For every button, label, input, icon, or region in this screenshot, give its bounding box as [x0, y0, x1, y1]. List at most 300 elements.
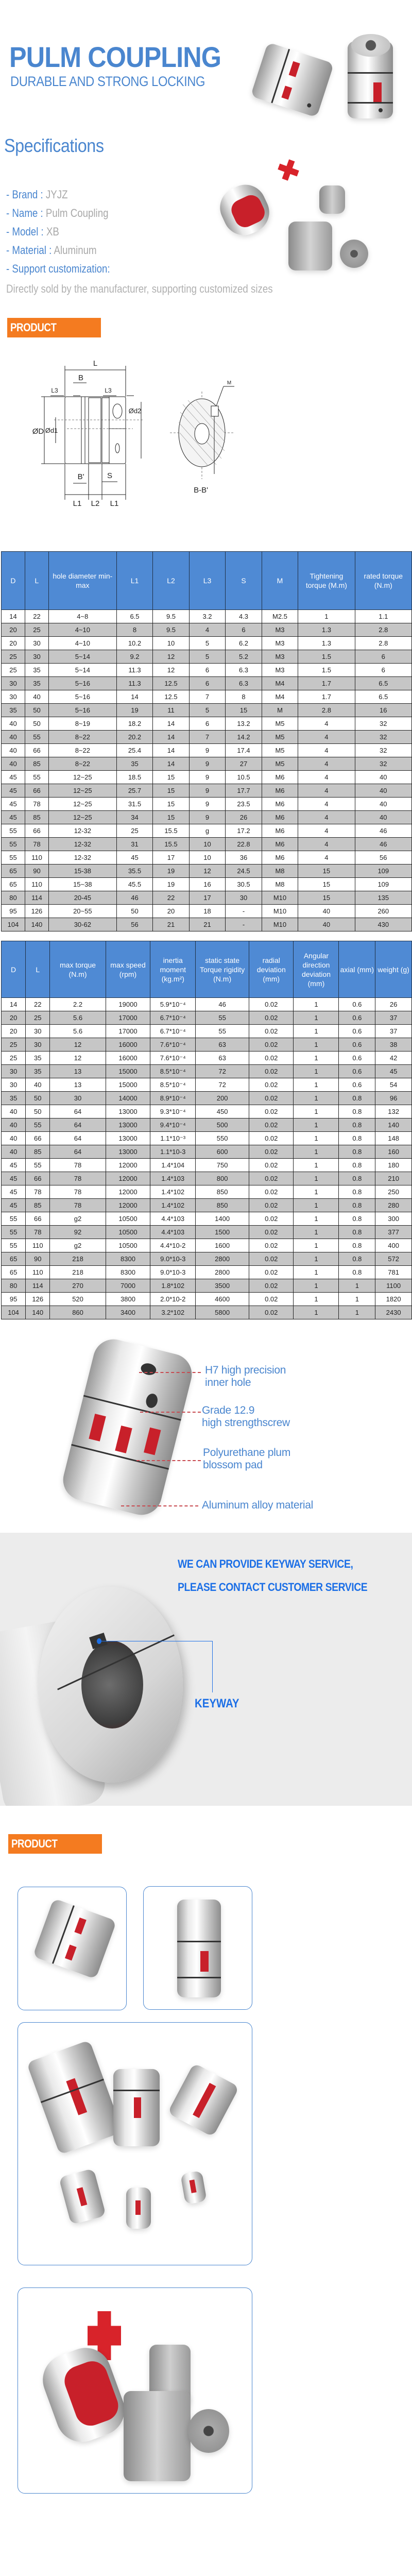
table-cell: M4	[262, 677, 298, 690]
table-cell: M3	[262, 664, 298, 677]
table-cell: 2.8	[355, 637, 411, 650]
table-cell: 0.02	[249, 1065, 294, 1078]
table-cell: 35	[116, 757, 153, 771]
table-row	[2, 744, 412, 757]
table-cell: 32	[355, 717, 411, 731]
table-cell: 4600	[196, 1293, 249, 1306]
table-cell: 5.2	[226, 650, 262, 664]
table-cell: 8~19	[48, 717, 116, 731]
table-cell: 10.5	[226, 771, 262, 784]
table-cell: 63	[196, 1052, 249, 1065]
specifications-title: Specifications	[4, 135, 104, 156]
table-cell: 1	[294, 1145, 339, 1159]
table-cell: 95	[2, 1293, 26, 1306]
table-cell: 218	[50, 1266, 106, 1279]
table-cell: 0.02	[249, 1052, 294, 1065]
table-cell: 12~25	[48, 811, 116, 824]
table-row	[2, 1306, 412, 1319]
table-cell: 64	[50, 1118, 106, 1132]
col-angular-deviation: Angular direction deviation (mm)	[294, 941, 339, 998]
table-row	[2, 717, 412, 731]
table-cell: 64	[50, 1132, 106, 1145]
table-cell: 13000	[106, 1105, 150, 1118]
table-cell: 40	[355, 771, 411, 784]
col-radial-deviation: radial deviation (mm)	[249, 941, 294, 998]
table-cell: 0.02	[249, 1038, 294, 1052]
table-cell: 1	[294, 998, 339, 1011]
table-cell: 9	[189, 798, 226, 811]
col-D: D	[2, 552, 25, 610]
table-cell: 14	[2, 610, 25, 623]
table-cell: 30	[226, 891, 262, 905]
table-cell: 4	[298, 824, 355, 838]
table-cell: M5	[262, 744, 298, 757]
table-cell: 1	[294, 1038, 339, 1052]
table-cell: 1	[339, 1279, 375, 1293]
table-cell: 6.3	[226, 664, 262, 677]
table-cell: 26	[226, 811, 262, 824]
table-cell: 78	[25, 798, 48, 811]
table-cell: 0.02	[249, 1078, 294, 1092]
table-cell: 37	[375, 1025, 412, 1038]
product-photograph-banner: PRODUCT PHOTOGRAPH	[8, 1834, 102, 1854]
dimension-table	[1, 551, 412, 931]
table-cell: 16	[355, 704, 411, 717]
table-cell: 10.2	[116, 637, 153, 650]
table-row	[2, 851, 412, 865]
table-row	[2, 1293, 412, 1306]
table-cell: 15000	[106, 1078, 150, 1092]
table-cell: 17	[189, 891, 226, 905]
table-cell: 35	[2, 1092, 26, 1105]
table-cell: 1	[294, 1266, 339, 1279]
dim-Od2: Ød2	[128, 407, 142, 415]
table-cell: 0.8	[339, 1092, 375, 1105]
spec-material: - Material : Aluminum	[6, 244, 97, 257]
table-cell: 13	[50, 1065, 106, 1078]
customization-note: Directly sold by the manufacturer, supporting customized sizes	[6, 282, 273, 295]
table-cell: 160	[375, 1145, 412, 1159]
col-S: S	[226, 552, 262, 610]
table-cell: 66	[25, 824, 48, 838]
table-cell: M3	[262, 650, 298, 664]
table-cell: 8~22	[48, 744, 116, 757]
table-cell: 20	[2, 1025, 26, 1038]
col-L2: L2	[153, 552, 190, 610]
col-inertia-moment: inertia moment (kg.m²)	[150, 941, 196, 998]
table-cell: 0.8	[339, 1252, 375, 1266]
table-cell: 0.02	[249, 1132, 294, 1145]
table-cell: 14	[153, 757, 190, 771]
table-cell: 12~25	[48, 771, 116, 784]
col-hole-diameter: hole diameter min-max	[48, 552, 116, 610]
table-cell: 280	[375, 1199, 412, 1212]
table-cell: 0.02	[249, 1293, 294, 1306]
table-cell: 46	[355, 838, 411, 851]
table-cell: 37	[375, 1011, 412, 1025]
table-cell: 4	[298, 744, 355, 757]
table-cell: 0.02	[249, 1212, 294, 1226]
table-cell: 1	[294, 1118, 339, 1132]
table-cell: 85	[25, 757, 48, 771]
table-cell: 8.5*10⁻⁴	[150, 1078, 196, 1092]
feature-callout-image	[0, 1340, 412, 1530]
table-cell: 16000	[106, 1038, 150, 1052]
col-L1: L1	[116, 552, 153, 610]
table-cell: 55	[196, 1011, 249, 1025]
table-cell: M10	[262, 905, 298, 918]
table-cell: 17.7	[226, 784, 262, 798]
table-cell: 45	[2, 784, 25, 798]
table-cell: 11.3	[116, 677, 153, 690]
col-rated-torque: rated torque (N.m)	[355, 552, 411, 610]
table-cell: 10	[189, 838, 226, 851]
table-cell: 6.3	[226, 677, 262, 690]
table-cell: 12-32	[48, 851, 116, 865]
table-row	[2, 1025, 412, 1038]
table-cell: 63	[196, 1038, 249, 1052]
dim-B: B	[78, 374, 84, 382]
col-tightening-torque: Tightening torque (M.m)	[298, 552, 355, 610]
table-cell: 1.4*103	[150, 1172, 196, 1185]
table-cell: 12.5	[153, 690, 190, 704]
table-row	[2, 811, 412, 824]
table-cell: 450	[196, 1105, 249, 1118]
table-cell: 25	[2, 664, 25, 677]
table-cell: 17000	[106, 1011, 150, 1025]
table-cell: 55	[25, 731, 48, 744]
table-cell: 36	[226, 851, 262, 865]
table-cell: 80	[2, 891, 25, 905]
table-cell: 35	[26, 1065, 50, 1078]
table-cell: 56	[116, 918, 153, 931]
table-cell: 66	[25, 744, 48, 757]
dim-L2: L2	[91, 499, 100, 508]
table-cell: M6	[262, 811, 298, 824]
table-cell: 30	[2, 677, 25, 690]
dimension-table-header	[2, 552, 412, 610]
table-cell: 22.8	[226, 838, 262, 851]
table-cell: 6	[226, 623, 262, 637]
table-cell: 50	[25, 717, 48, 731]
table-cell: 50	[25, 704, 48, 717]
table-cell: M6	[262, 838, 298, 851]
table-cell: 1	[294, 1226, 339, 1239]
table-cell: 18.2	[116, 717, 153, 731]
table-cell: 40	[26, 1078, 50, 1092]
table-cell: 15~38	[48, 878, 116, 891]
table-cell: 16000	[106, 1052, 150, 1065]
table-cell: 18.5	[116, 771, 153, 784]
table-cell: M8	[262, 865, 298, 878]
table-cell: 56	[355, 851, 411, 865]
table-cell: 109	[355, 878, 411, 891]
table-cell: 42	[375, 1052, 412, 1065]
table-row	[2, 798, 412, 811]
table-row	[2, 891, 412, 905]
table-cell: 114	[25, 891, 48, 905]
table-cell: M10	[262, 891, 298, 905]
table-cell: 14.2	[226, 731, 262, 744]
table-cell: 1	[294, 1011, 339, 1025]
table-cell: 2.0*10-2	[150, 1293, 196, 1306]
table-cell: 30	[50, 1092, 106, 1105]
table-cell: 9	[189, 771, 226, 784]
table-cell: 55	[26, 1118, 50, 1132]
table-cell: g2	[50, 1239, 106, 1252]
table-cell: 12	[50, 1038, 106, 1052]
table-row	[2, 623, 412, 637]
table-cell: 0.02	[249, 1226, 294, 1239]
table-cell: 1	[294, 1279, 339, 1293]
table-cell: 0.8	[339, 1145, 375, 1159]
table-cell: 850	[196, 1199, 249, 1212]
table-cell: 1.4*102	[150, 1199, 196, 1212]
table-cell: 1	[294, 1025, 339, 1038]
table-cell: 140	[26, 1306, 50, 1319]
table-row	[2, 1132, 412, 1145]
table-cell: 30	[2, 690, 25, 704]
table-cell: 40	[2, 1132, 26, 1145]
table-cell: 1.5	[298, 650, 355, 664]
table-cell: 781	[375, 1266, 412, 1279]
table-cell: 7	[189, 690, 226, 704]
coupling-bore-face	[351, 34, 390, 57]
table-cell: 132	[375, 1105, 412, 1118]
table-cell: 65	[2, 878, 25, 891]
coupling-image-tilted	[250, 42, 334, 117]
table-cell: 15	[226, 704, 262, 717]
table-cell: 30	[2, 1078, 26, 1092]
table-cell: 500	[196, 1118, 249, 1132]
table-cell: 6.7*10⁻⁴	[150, 1011, 196, 1025]
table-row	[2, 784, 412, 798]
table-cell: M5	[262, 717, 298, 731]
callout-screw: Grade 12.9 high strengthscrew	[202, 1404, 290, 1429]
table-row	[2, 690, 412, 704]
table-cell: 520	[50, 1293, 106, 1306]
table-cell: 4.4*103	[150, 1226, 196, 1239]
table-row	[2, 1279, 412, 1293]
table-row	[2, 838, 412, 851]
table-cell: 3400	[106, 1306, 150, 1319]
table-cell: 78	[50, 1185, 106, 1199]
table-row	[2, 1145, 412, 1159]
col-D: D	[2, 941, 26, 998]
table-cell: 850	[196, 1185, 249, 1199]
table-cell: 0.02	[249, 1266, 294, 1279]
table-cell: 14	[153, 744, 190, 757]
keyway-service-section	[0, 1533, 412, 1806]
table-cell: 96	[375, 1092, 412, 1105]
table-cell: 1.1*10⁻³	[150, 1132, 196, 1145]
table-cell: 78	[50, 1199, 106, 1212]
table-cell: 5.6	[50, 1011, 106, 1025]
photo-frame-exploded-parts	[18, 2287, 252, 2494]
table-cell: 0.02	[249, 1252, 294, 1266]
table-cell: 126	[26, 1293, 50, 1306]
table-cell: 6.2	[226, 637, 262, 650]
table-cell: 55	[25, 771, 48, 784]
table-cell: 11	[153, 704, 190, 717]
table-cell: 40	[298, 918, 355, 931]
col-L: L	[25, 552, 48, 610]
table-cell: 72	[196, 1078, 249, 1092]
table-cell: 20~55	[48, 905, 116, 918]
table-cell: 1	[294, 1078, 339, 1092]
table-cell: 8300	[106, 1266, 150, 1279]
table-cell: 5~16	[48, 690, 116, 704]
table-cell: 1.5	[298, 664, 355, 677]
table-cell: 0.02	[249, 1185, 294, 1199]
table-cell: 12	[153, 650, 190, 664]
table-cell: 20	[2, 1011, 26, 1025]
performance-table-header	[2, 941, 412, 998]
table-cell: 25	[26, 1011, 50, 1025]
table-cell: 30	[2, 1065, 26, 1078]
table-row	[2, 637, 412, 650]
table-cell: 12-32	[48, 824, 116, 838]
table-cell: 26	[375, 998, 412, 1011]
dim-OD: ØD	[32, 427, 44, 436]
table-cell: 16	[189, 878, 226, 891]
table-cell: 1.3	[298, 637, 355, 650]
table-cell: 25.7	[116, 784, 153, 798]
table-cell: 19	[116, 704, 153, 717]
table-cell: 20-45	[48, 891, 116, 905]
table-cell: 19	[153, 878, 190, 891]
table-cell: 55	[26, 1159, 50, 1172]
table-cell: 12-32	[48, 838, 116, 851]
table-cell: 1	[294, 1172, 339, 1185]
table-cell: 9	[189, 811, 226, 824]
table-cell: 4	[298, 757, 355, 771]
table-cell: 14000	[106, 1092, 150, 1105]
table-cell: 10500	[106, 1226, 150, 1239]
table-cell: 45	[2, 771, 25, 784]
table-cell: 45	[2, 798, 25, 811]
table-cell: 14	[153, 717, 190, 731]
table-cell: 260	[355, 905, 411, 918]
table-cell: 148	[375, 1132, 412, 1145]
table-cell: 0.8	[339, 1132, 375, 1145]
table-cell: 27	[226, 757, 262, 771]
table-row	[2, 1185, 412, 1199]
table-cell: 35	[25, 664, 48, 677]
table-cell: 1	[294, 1199, 339, 1212]
table-cell: 4	[298, 731, 355, 744]
table-cell: 2800	[196, 1252, 249, 1266]
table-cell: 7	[189, 731, 226, 744]
table-cell: 2.2	[50, 998, 106, 1011]
table-cell: 110	[25, 851, 48, 865]
table-cell: 4	[298, 838, 355, 851]
dim-L1-left: L1	[73, 499, 82, 508]
table-cell: 10500	[106, 1212, 150, 1226]
table-cell: M5	[262, 731, 298, 744]
table-cell: 8.9*10⁻⁴	[150, 1092, 196, 1105]
table-cell: 46	[355, 824, 411, 838]
table-cell: 14	[116, 690, 153, 704]
table-cell: 20.2	[116, 731, 153, 744]
table-cell: 0.6	[339, 1011, 375, 1025]
table-cell: 45	[2, 811, 25, 824]
col-axial: axial (mm)	[339, 941, 375, 998]
table-row	[2, 1252, 412, 1266]
table-cell: 5.9*10⁻⁴	[150, 998, 196, 1011]
table-cell: 0.6	[339, 1078, 375, 1092]
table-row	[2, 878, 412, 891]
table-cell: 12~25	[48, 784, 116, 798]
table-cell: 64	[50, 1145, 106, 1159]
table-cell: 18	[189, 905, 226, 918]
table-cell: 14	[2, 998, 26, 1011]
table-cell: 40	[2, 731, 25, 744]
table-cell: 30-62	[48, 918, 116, 931]
table-row	[2, 1118, 412, 1132]
table-cell: 65	[2, 865, 25, 878]
table-cell: M4	[262, 690, 298, 704]
table-cell: 17.2	[226, 824, 262, 838]
table-cell: 300	[375, 1212, 412, 1226]
table-cell: 126	[25, 905, 48, 918]
table-cell: 21	[153, 918, 190, 931]
table-cell: M6	[262, 798, 298, 811]
dim-L3-left: L3	[51, 387, 58, 394]
table-row	[2, 731, 412, 744]
table-cell: -	[226, 905, 262, 918]
table-cell: 5	[189, 637, 226, 650]
table-cell: 40	[355, 784, 411, 798]
table-cell: 13000	[106, 1132, 150, 1145]
table-row	[2, 757, 412, 771]
table-cell: 6.7*10⁻⁴	[150, 1025, 196, 1038]
table-cell: 860	[50, 1306, 106, 1319]
table-cell: 140	[375, 1118, 412, 1132]
table-cell: 10500	[106, 1239, 150, 1252]
table-row	[2, 1212, 412, 1226]
table-cell: 55	[2, 1226, 26, 1239]
table-cell: 1	[294, 1212, 339, 1226]
table-cell: M8	[262, 878, 298, 891]
table-cell: 1	[294, 1092, 339, 1105]
table-cell: 40	[25, 690, 48, 704]
table-cell: 85	[25, 811, 48, 824]
table-cell: 1.3	[298, 623, 355, 637]
table-cell: 72	[196, 1065, 249, 1078]
table-cell: 5~16	[48, 677, 116, 690]
table-cell: 35	[25, 677, 48, 690]
table-row	[2, 1038, 412, 1052]
table-cell: 1	[294, 1105, 339, 1118]
table-row	[2, 1105, 412, 1118]
table-cell: 0.02	[249, 1239, 294, 1252]
table-cell: 110	[26, 1266, 50, 1279]
table-cell: 12000	[106, 1199, 150, 1212]
table-cell: 0.02	[249, 1279, 294, 1293]
keyway-headline-2: PLEASE CONTACT CUSTOMER SERVICE	[178, 1581, 368, 1594]
table-cell: 12	[189, 865, 226, 878]
table-cell: 1	[339, 1306, 375, 1319]
table-cell: 32	[355, 744, 411, 757]
col-torque-rigidity: static state Torque rigidity (N.m)	[196, 941, 249, 998]
table-cell: 90	[26, 1252, 50, 1266]
table-cell: g2	[50, 1212, 106, 1226]
table-cell: 11.3	[116, 664, 153, 677]
table-cell: 92	[50, 1226, 106, 1239]
table-cell: 55	[2, 824, 25, 838]
table-cell: 15	[153, 771, 190, 784]
